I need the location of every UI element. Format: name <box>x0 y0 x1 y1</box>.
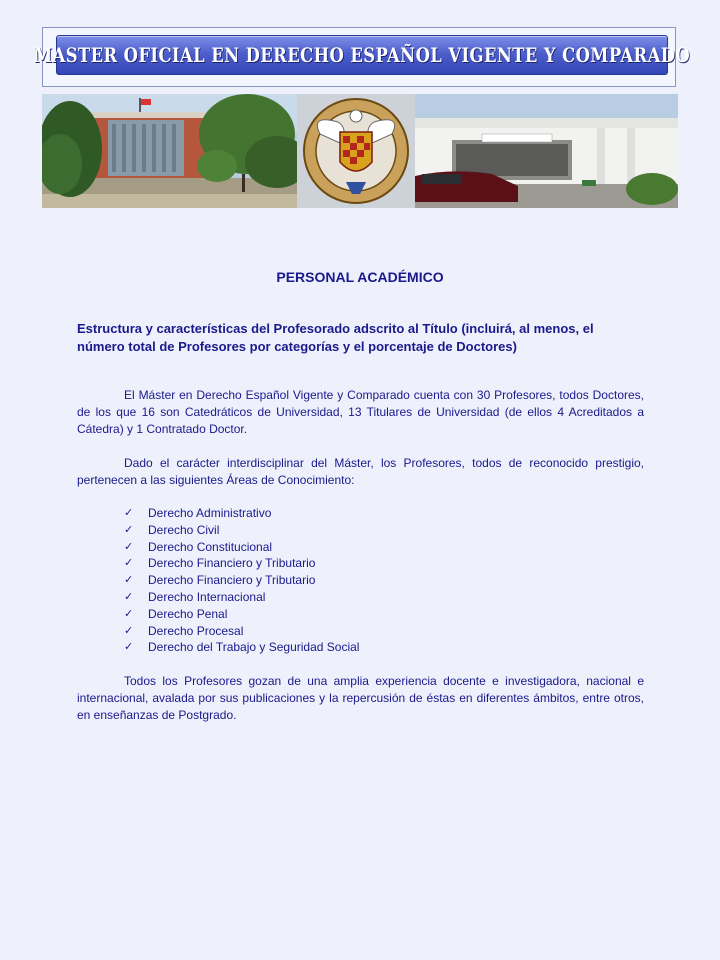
header-banner <box>33 27 691 87</box>
list-item <box>124 623 359 640</box>
area-label: Derecho del Trabajo y Seguridad Social <box>148 640 360 655</box>
area-label: Derecho Internacional <box>148 589 266 604</box>
area-label: Derecho Financiero y Tributario <box>148 573 316 588</box>
left-campus-photo <box>42 94 309 208</box>
area-label: Derecho Administrativo <box>148 506 272 520</box>
check-icon: ✓ <box>124 624 134 637</box>
area-label: Derecho Penal <box>148 606 228 621</box>
check-icon: ✓ <box>124 641 134 654</box>
check-icon: ✓ <box>124 540 134 553</box>
header-title-plate <box>33 35 691 75</box>
faculty-count-paragraph: El Máster en Derecho Español Vigente y Comparado cuenta con 30 Profesores, todos Doctores, de los que 16 son Catedráticos de Universidad, 13 Titulares de Universidad (de ellos 4 Acreditados a Cátedra) y 1 Contratado Doctor. <box>77 388 644 436</box>
list-item <box>124 522 359 539</box>
check-icon: ✓ <box>124 523 134 536</box>
right-campus-photo <box>415 94 678 208</box>
list-item <box>124 572 359 589</box>
knowledge-areas-list <box>124 505 359 656</box>
area-label: Derecho Procesal <box>148 623 244 638</box>
list-item <box>124 606 359 623</box>
campus-photo-strip <box>42 94 678 208</box>
check-icon: ✓ <box>124 507 134 519</box>
check-icon: ✓ <box>124 590 134 603</box>
list-item <box>124 505 359 522</box>
experience-paragraph: Todos los Profesores gozan de una amplia experiencia docente e investigadora, nacional e internacional, avalada por sus publicaciones y la repercusión de éstas en diferentes ámbitos, entre otros, en enseñanzas de Postgrado. <box>77 674 644 722</box>
area-label: Derecho Civil <box>148 522 220 537</box>
section-subheading: Estructura y características del Profesorado adscrito al Título (incluirá, al menos, el número total de Profesores por categorías y el porcentaje de Doctores) <box>77 321 594 354</box>
areas-intro-paragraph: Dado el carácter interdisciplinar del Máster, los Profesores, todos de reconocido prestigio, pertenecen a las siguientes Áreas de Conocimiento: <box>77 456 644 487</box>
section-title: PERSONAL ACADÉMICO <box>276 269 444 285</box>
list-item <box>124 589 359 606</box>
list-item <box>124 539 359 556</box>
list-item <box>124 639 359 656</box>
check-icon: ✓ <box>124 607 134 620</box>
area-label: Derecho Constitucional <box>148 539 273 554</box>
page-title: MASTER OFICIAL EN DERECHO ESPAÑOL VIGENTE Y COMPARADO <box>33 43 691 67</box>
list-item <box>124 555 359 572</box>
check-icon: ✓ <box>124 557 134 570</box>
check-icon: ✓ <box>124 574 134 587</box>
university-crest <box>297 94 415 208</box>
area-label: Derecho Financiero y Tributario <box>148 556 316 571</box>
